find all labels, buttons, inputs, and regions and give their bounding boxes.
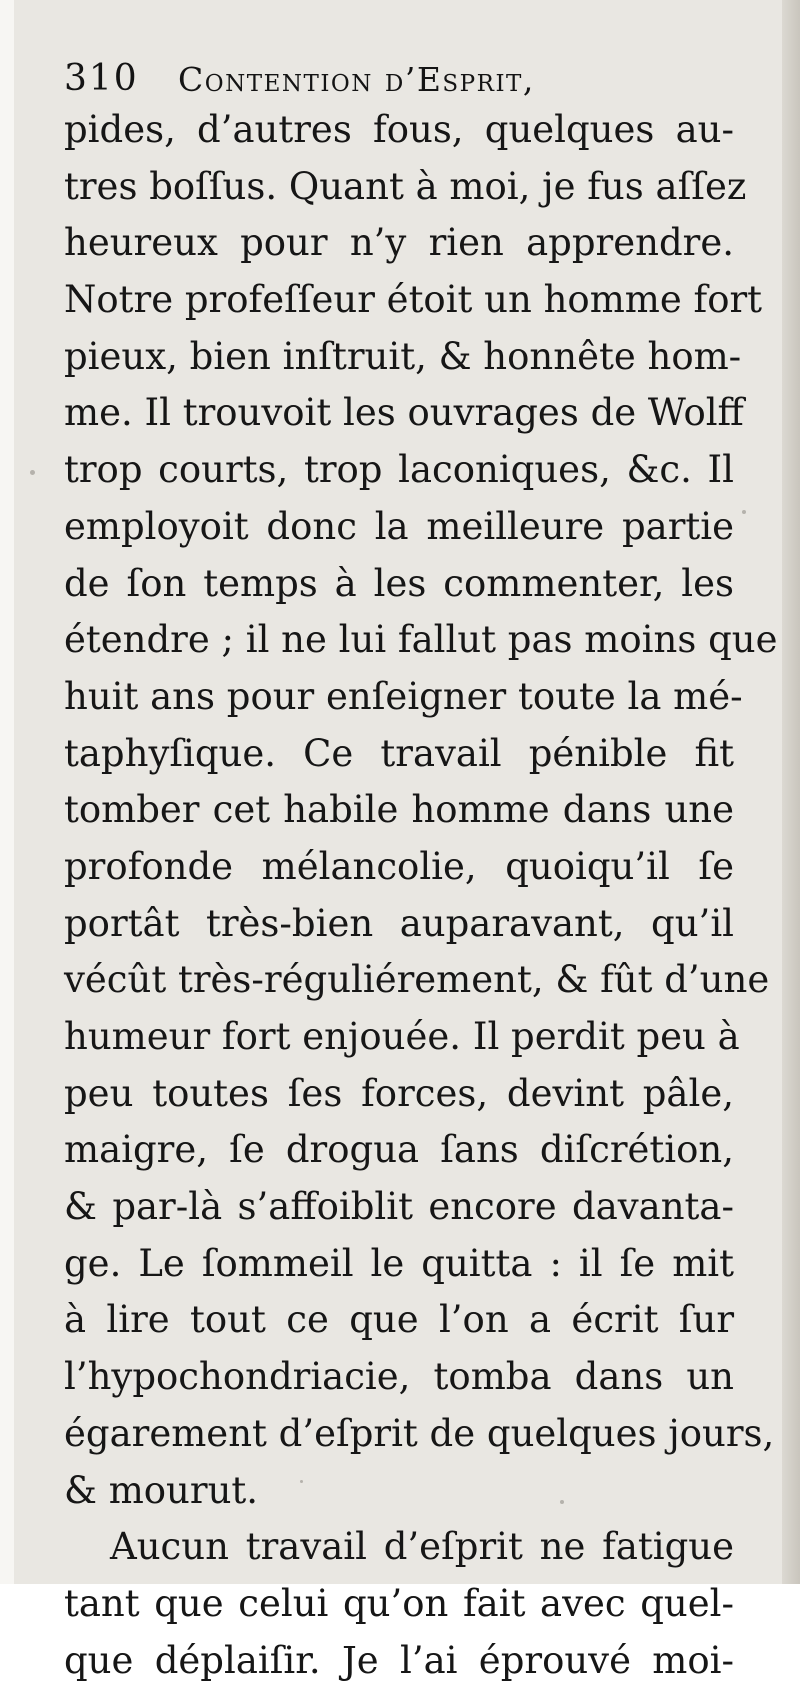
text-line: à lire tout ce que l’on a écrit ſur [64, 1298, 734, 1342]
text-line: heureux pour n’y rien apprendre. [64, 221, 734, 265]
text-line: pides, d’autres fous, quelques au- [64, 108, 734, 151]
text-line: égarement d’eſprit de quelques jours, [64, 1411, 775, 1455]
page-margin-left [0, 0, 14, 1584]
text-line: huit ans pour enſeigner toute la mé- [64, 674, 743, 718]
text-line: étendre ; il ne lui fallut pas moins que [64, 618, 778, 662]
text-line: profonde mélancolie, quoiqu’il ſe [64, 844, 734, 888]
page-body-text [64, 102, 778, 1689]
text-line: trop courts, trop laconiques, &c. Il [64, 448, 734, 492]
paper-speck [30, 470, 35, 475]
text-line: tres boſſus. Quant à moi, je fus aſſez [64, 164, 747, 208]
text-line: pieux, bien inſtruit, & honnête hom- [64, 334, 742, 378]
text-line: maigre, ſe drogua ſans diſcrétion, [64, 1128, 734, 1172]
text-line: tant que celui qu’on fait avec quel- [64, 1581, 734, 1625]
text-line: portât très-bien auparavant, qu’il [64, 901, 734, 945]
text-line: me. Il trouvoit les ouvrages de Wolff [64, 391, 744, 435]
text-line: humeur fort enjouée. Il perdit peu à [64, 1015, 740, 1058]
text-line: employoit donc la meilleure partie [64, 504, 734, 548]
text-line: que déplaiſir. Je l’ai éprouvé moi- [64, 1638, 734, 1682]
text-line: & par-là s’affoiblit encore davanta- [64, 1185, 734, 1229]
text-line-paragraph-end: & mourut. [64, 1468, 259, 1512]
text-line-paragraph-start: Aucun travail d’eſprit ne fatigue [110, 1525, 734, 1569]
text-line: tomber cet habile homme dans une [64, 788, 734, 832]
running-head-title: Contention d’Esprit, [178, 60, 535, 99]
text-line: de ſon temps à les commenter, les [64, 561, 734, 605]
text-line: taphyſique. Ce travail pénible fit [64, 731, 734, 775]
text-line: ge. Le ſommeil le quitta : il ſe mit [64, 1241, 734, 1285]
text-line: peu toutes ſes forces, devint pâle, [64, 1071, 734, 1115]
text-line: l’hypochondriacie, tomba dans un [64, 1355, 734, 1399]
paper-speck [742, 510, 746, 514]
text-line: vécût très-réguliérement, & fût d’une [64, 958, 770, 1002]
page-gutter-shadow [782, 0, 800, 1584]
page-number: 310 [64, 58, 139, 99]
text-line: Notre profeſſeur étoit un homme fort [64, 278, 763, 322]
